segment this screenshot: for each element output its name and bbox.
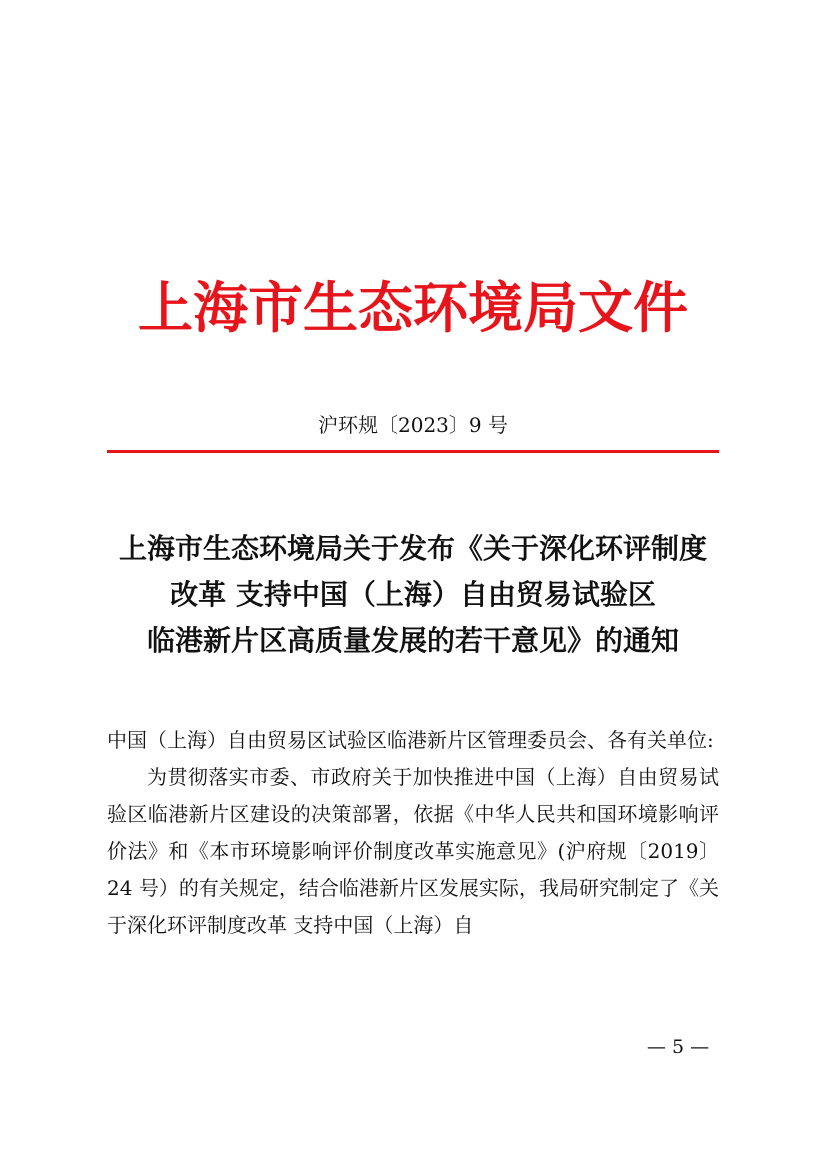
notice-body [107, 722, 719, 944]
notice-title-line: 上海市生态环境局关于发布《关于深化环评制度 [118, 532, 707, 565]
notice-title [80, 526, 746, 664]
notice-title-line: 改革 支持中国（上海）自由贸易试验区 [170, 578, 656, 611]
red-divider-line [107, 450, 719, 453]
addressee: 中国（上海）自由贸易区试验区临港新片区管理委员会、各有关单位: [107, 728, 714, 752]
document-masthead: 上海市生态环境局文件 [137, 276, 688, 340]
document-number: 沪环规〔2023〕9 号 [318, 413, 508, 437]
notice-title-line: 临港新片区高质量发展的若干意见》的通知 [146, 624, 679, 657]
body-paragraph: 为贯彻落实市委、市政府关于加快推进中国（上海）自由贸易试验区临港新片区建设的决策部署，依据《中华人民共和国环境影响评价法》和《本市环境影响评价制度改革实施意见》(沪府规〔2019〕24 号）的有关规定，结合临港新片区发展实际，我局研究制定了《关于深化环评制度改革 支持中国（上海）自 [107, 765, 719, 937]
page-number: — 5 — [646, 1036, 710, 1058]
